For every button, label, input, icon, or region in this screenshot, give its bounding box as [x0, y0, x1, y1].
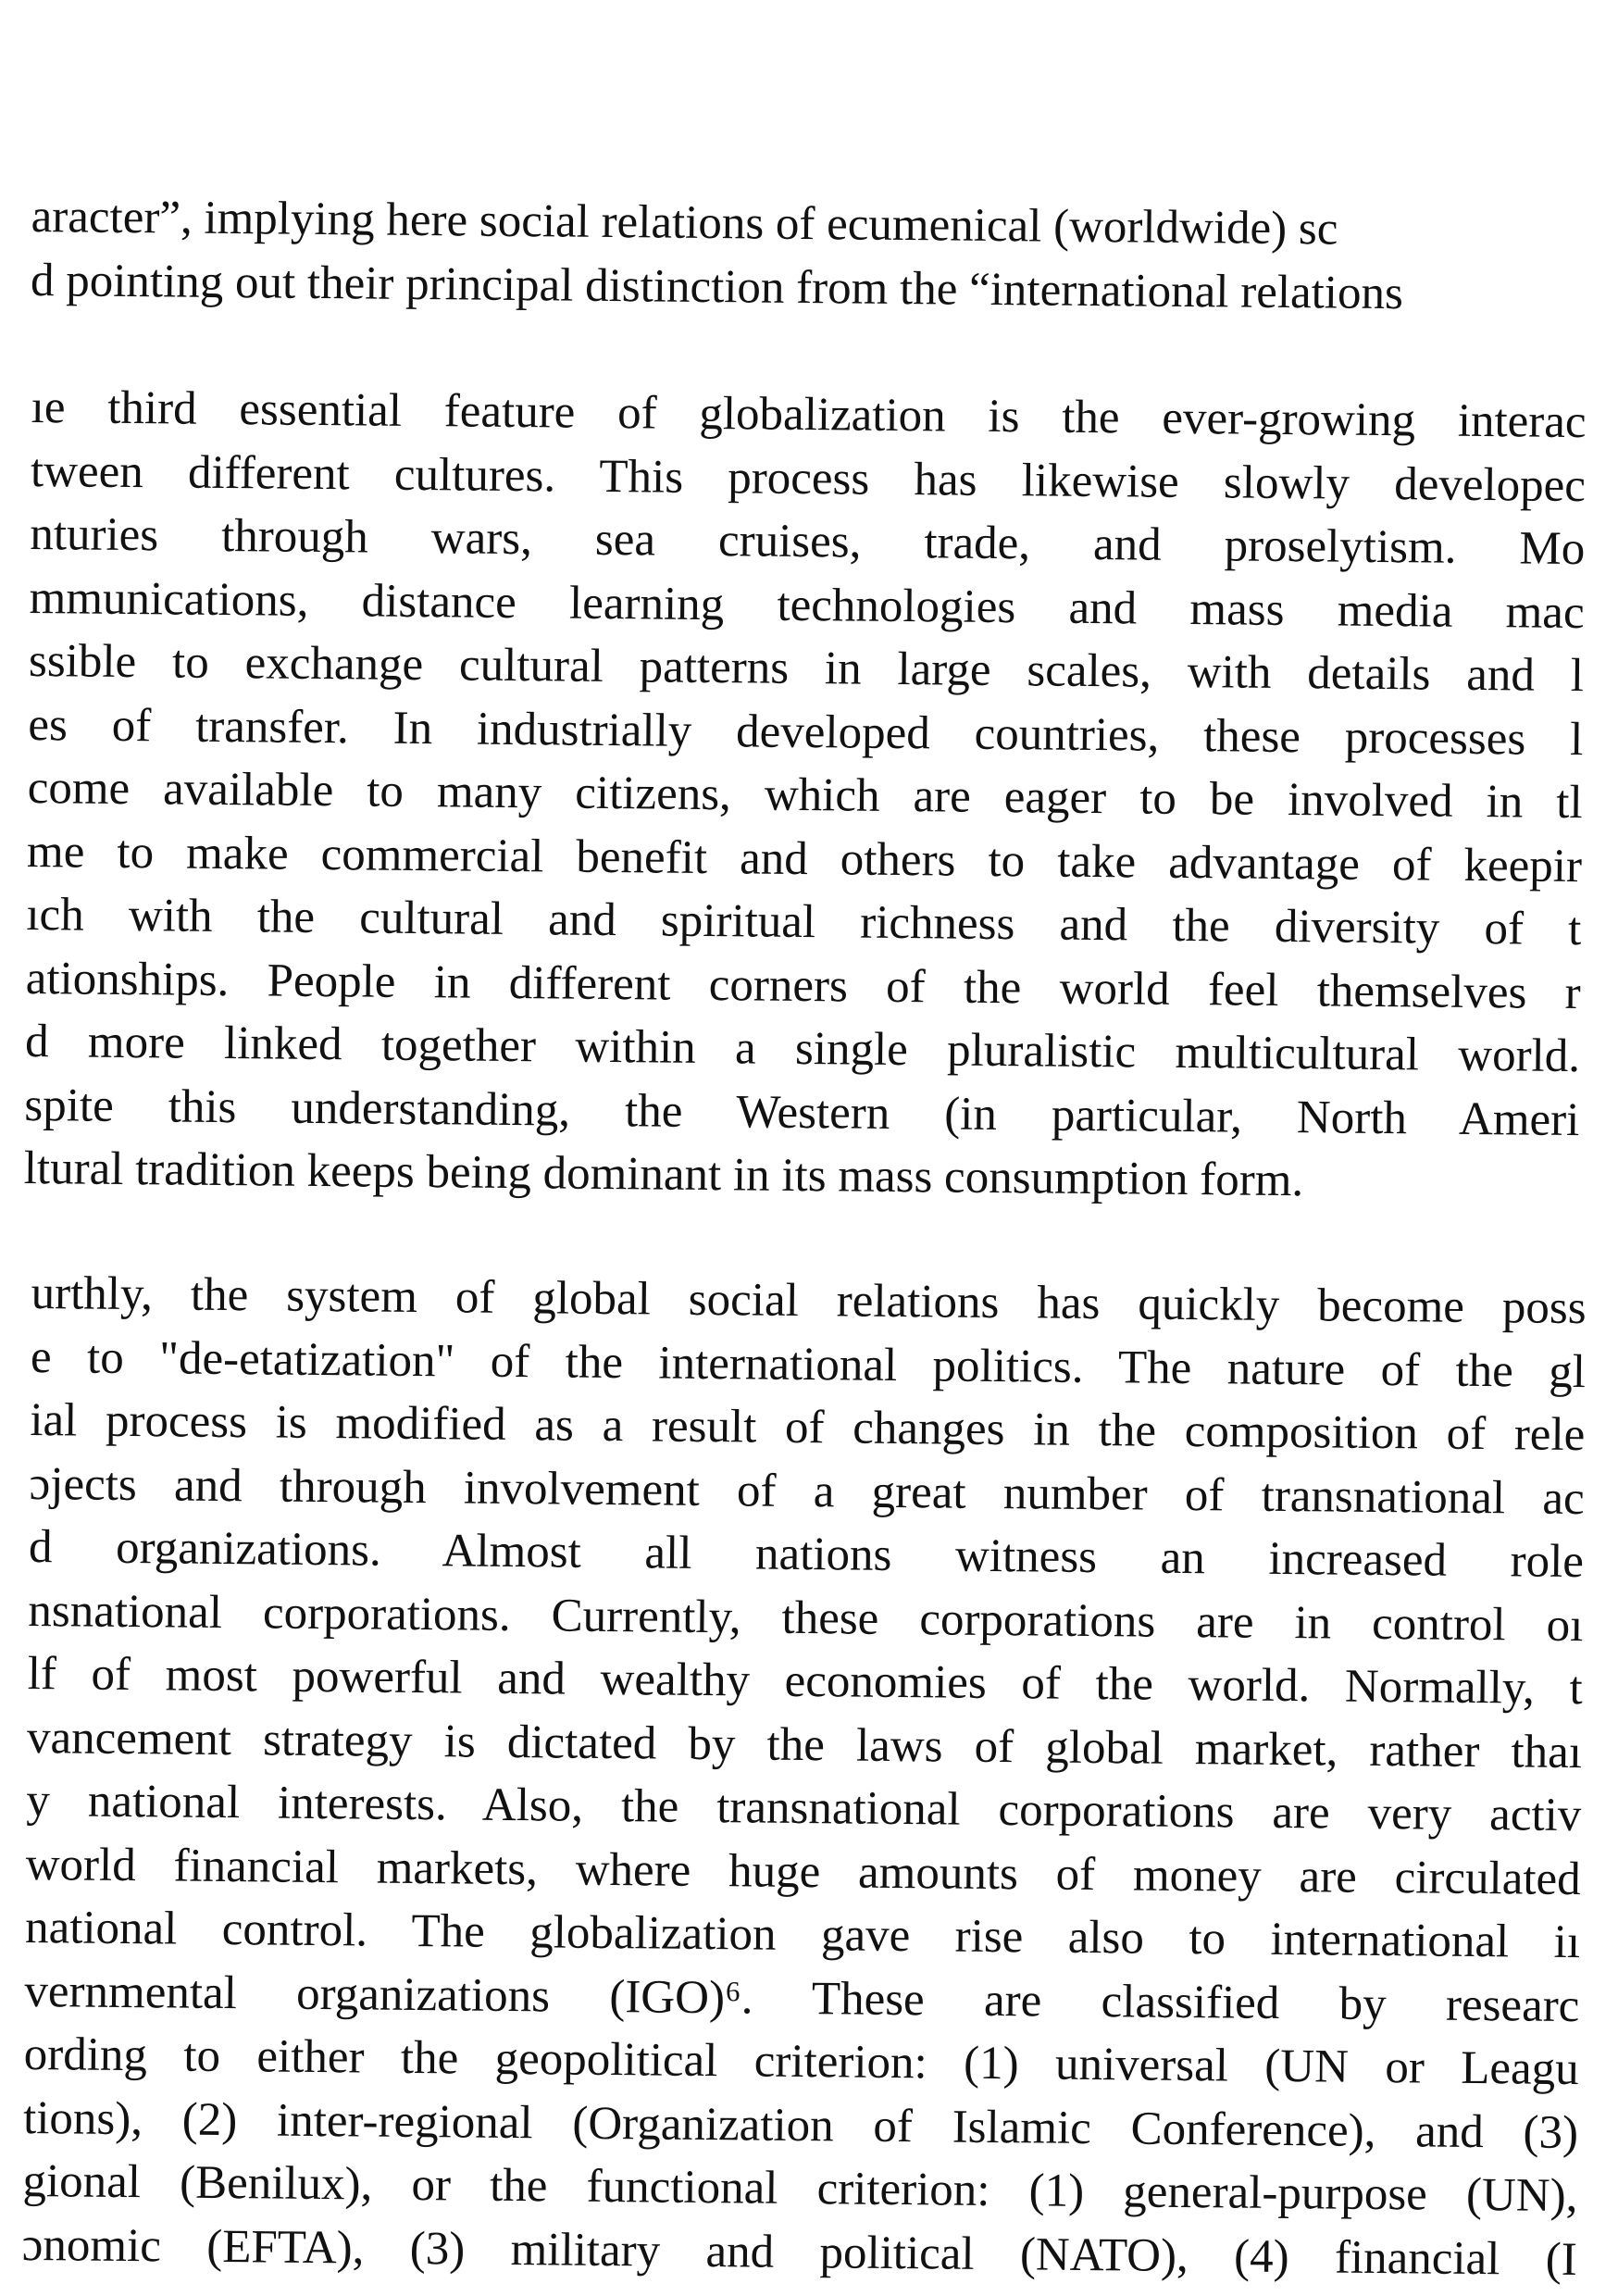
text-line: ɔnomic (EFTA), (3) military and political (NATO), (4) financial (I: [21, 2218, 1578, 2286]
text-line: d organizations. Almost all nations witness an increased role: [28, 1520, 1585, 1589]
text-line: d more linked together within a single pluralistic multicultural world.: [24, 1015, 1581, 1083]
text-line: spite this understanding, the Western (in particular, North Ameri: [24, 1079, 1580, 1146]
text-line: nturies through wars, sea cruises, trade, and proselytism. Mo: [30, 507, 1586, 576]
paragraph-3: [21, 1262, 1586, 2291]
text-line: lf of most powerful and wealthy economies of the world. Normally, t: [27, 1647, 1583, 1716]
text-line: ltural tradition keeps being dominant in its mass consumption form.: [23, 1142, 1304, 1207]
text-line: national control. The globalization gave rise also to international iı: [24, 1901, 1581, 1969]
text-line: gional (Benilux), or the functional criterion: (1) general-purpose (UN),: [22, 2154, 1578, 2223]
text-line: es of transfer. In industrially developed countries, these processes l: [28, 698, 1584, 766]
text-line: vancement strategy is dictated by the laws of global market, rather thaı: [26, 1711, 1583, 1778]
text-line: tween different cultures. This process has likewise slowly developec: [30, 444, 1587, 512]
text-line: vernmental organizations (IGO)⁶. These are classified by researc: [24, 1965, 1580, 2032]
text-line: ıch with the cultural and spiritual richness and the diversity of t: [26, 888, 1582, 956]
text-line: ial process is modified as a result of changes in the composition of rele: [30, 1393, 1586, 1462]
text-line: world financial markets, where huge amounts of money are circulated: [25, 1838, 1581, 1905]
text-line: ationships. People in different corners of the world feel themselves r: [25, 952, 1581, 1019]
text-line: d pointing out their principal distinction from the “international relations: [30, 254, 1404, 319]
text-line: aracter”, implying here social relations of ecumenical (worldwide) sc: [31, 190, 1338, 256]
text-line: ording to either the geopolitical criterion: (1) universal (UN or Leagu: [23, 2028, 1579, 2096]
paragraph-1: [31, 185, 1587, 327]
text-line: nsnational corporations. Currently, these corporations are in control oı: [28, 1584, 1584, 1652]
text-line: y national interests. Also, the transnational corporations are very activ: [26, 1774, 1582, 1842]
text-line: tions), (2) inter-regional (Organization of Islamic Conference), and (3): [22, 2091, 1579, 2159]
text-line: ɔjects and through involvement of a great number of transnational ac: [29, 1457, 1585, 1525]
text-line: ıe third essential feature of globalization is the ever-growing interac: [31, 381, 1587, 449]
paragraph-2: [23, 376, 1586, 1216]
text-line: e to "de-etatization" of the international politics. The nature of the gl: [30, 1330, 1587, 1398]
text-line: urthly, the system of global social relations has quickly become poss: [31, 1267, 1587, 1335]
text-line: ssible to exchange cultural patterns in large scales, with details and l: [28, 634, 1585, 703]
text-line: mmunications, distance learning technologies and mass media mac: [29, 571, 1585, 639]
text-line: me to make commercial benefit and others to take advantage of keepir: [26, 825, 1583, 892]
text-line: come available to many citizens, which are eager to be involved in tl: [27, 761, 1583, 830]
